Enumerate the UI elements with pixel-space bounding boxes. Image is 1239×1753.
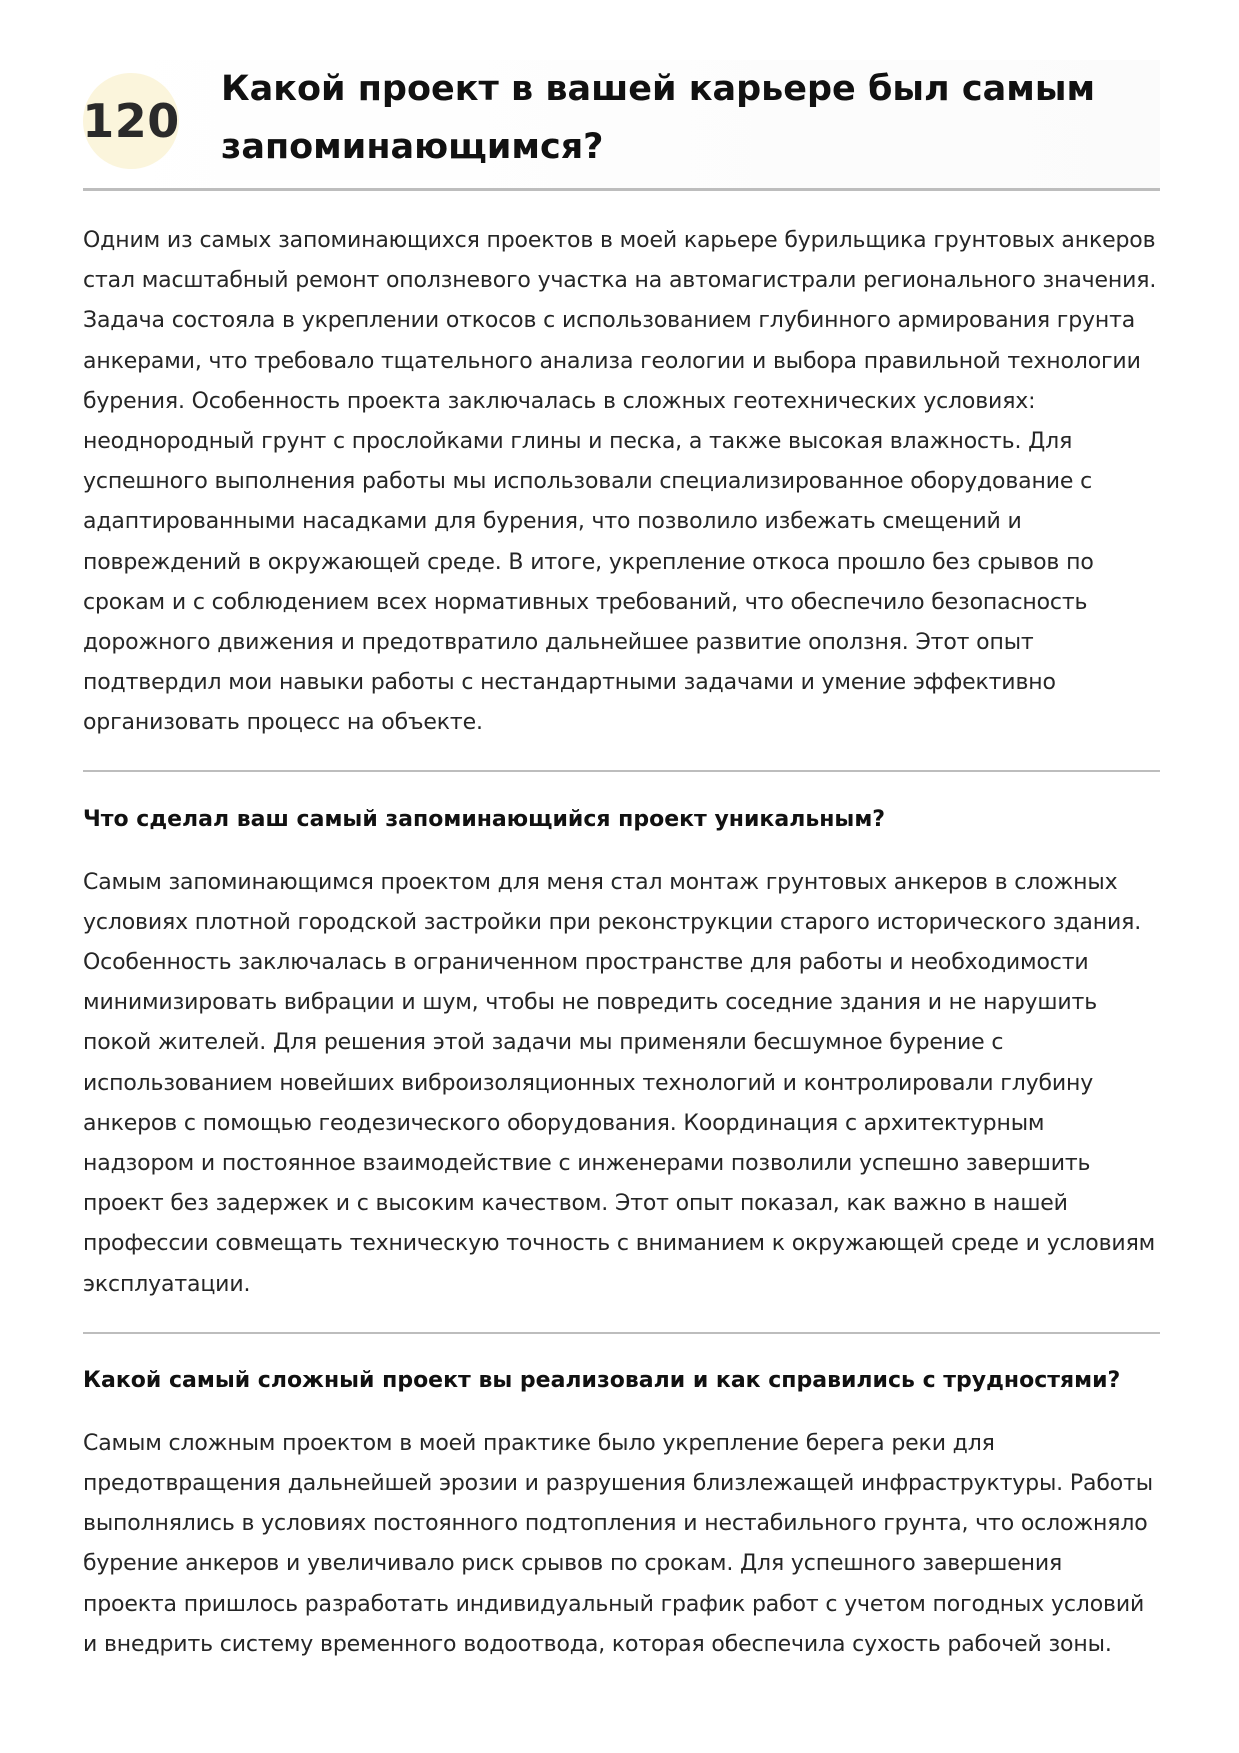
section-divider	[83, 770, 1160, 772]
question-number-badge: 120	[83, 73, 179, 169]
subquestion-heading: Какой самый сложный проект вы реализовали и как справились с трудностями?	[83, 1367, 1121, 1393]
question-header	[83, 60, 1160, 191]
section-divider	[83, 1332, 1160, 1334]
page-title: Какой проект в вашей карьере был самым запоминающимся?	[221, 69, 1096, 167]
subquestion-heading: Что сделал ваш самый запоминающийся проект уникальным?	[83, 806, 886, 832]
answer-paragraph: Самым сложным проектом в моей практике было укрепление берега реки для предотвращения дальнейшей эрозии и разрушения близлежащей инфраструктуры. Работы выполнялись в условиях постоянного подтопления и нестабильного грунта, что осложняло бурение анкеров и увеличивало риск срывов по срокам. Для успешного завершения проекта пришлось разработать индивидуальный график работ с учетом погодных условий и внедрить систему временного водоотвода, которая обеспечила сухость рабочей зоны.	[83, 1430, 1153, 1657]
answer-paragraph: Самым запоминающимся проектом для меня стал монтаж грунтовых анкеров в сложных условиях плотной городской застройки при реконструкции старого исторического здания. Особенность заключалась в ограниченном пространстве для работы и необходимости минимизировать вибрации и шум, чтобы не повредить соседние здания и не нарушить покой жителей. Для решения этой задачи мы применяли бесшумное бурение с использованием новейших виброизоляционных технологий и контролировали глубину анкеров с помощью геодезического оборудования. Координация с архитектурным надзором и постоянное взаимодействие с инженерами позволили успешно завершить проект без задержек и с высоким качеством. Этот опыт показал, как важно в нашей профессии совмещать техническую точность с вниманием к окружающей среде и условиям эксплуатации.	[83, 869, 1156, 1297]
document-page	[83, 60, 1160, 1665]
intro-paragraph: Одним из самых запоминающихся проектов в моей карьере бурильщика грунтовых анкеров стал масштабный ремонт оползневого участка на автомагистрали регионального значения. Задача состояла в укреплении откосов с использованием глубинного армирования грунта анкерами, что требовало тщательного анализа геологии и выбора правильной технологии бурения. Особенность проекта заключалась в сложных геотехнических условиях: неоднородный грунт с прослойками глины и песка, а также высокая влажность. Для успешного выполнения работы мы использовали специализированное оборудование с адаптированными насадками для бурения, что позволило избежать смещений и повреждений в окружающей среде. В итоге, укрепление откоса прошло без срывов по срокам и с соблюдением всех нормативных требований, что обеспечило безопасность дорожного движения и предотвратило дальнейшее развитие оползня. Этот опыт подтвердил мои навыки работы с нестандартными задачами и умение эффективно организовать процесс на объекте.	[83, 228, 1157, 736]
